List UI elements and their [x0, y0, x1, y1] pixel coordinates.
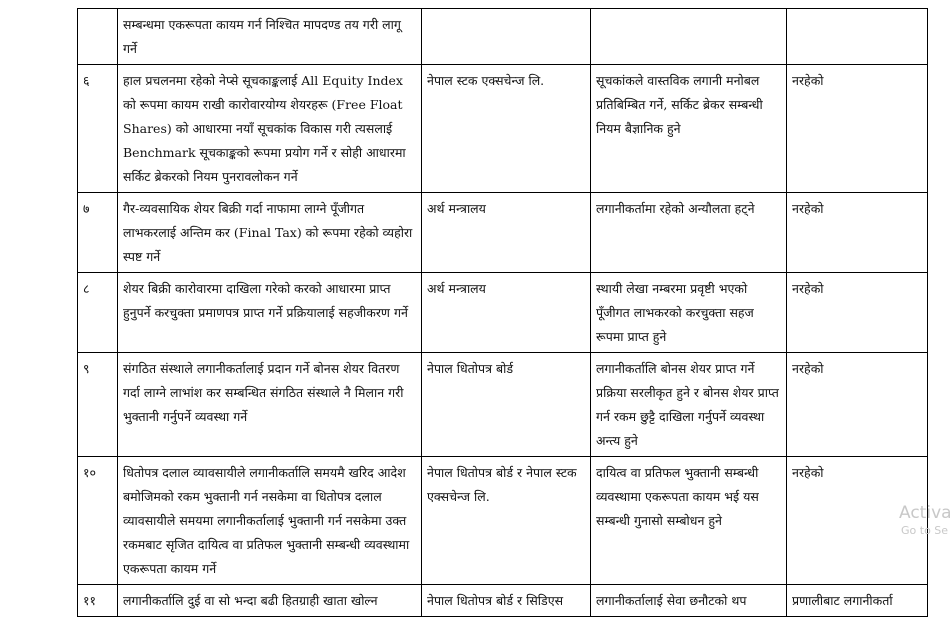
outcome-cell: दायित्व वा प्रतिफल भुक्तानी सम्बन्धी व्यवस्थामा एकरूपता कायम भई यस सम्बन्धी गुनासो सम्बोधन हुने	[591, 457, 787, 585]
action-cell: लगानीकर्तालि दुई वा सो भन्दा बढी हितग्राही खाता खोल्न	[118, 585, 422, 617]
policy-table	[77, 8, 928, 617]
action-cell: सम्बन्धमा एकरूपता कायम गर्न निश्चित मापदण्ड तय गरी लागू गर्ने	[118, 9, 422, 65]
table-row	[78, 273, 928, 353]
table-row	[78, 193, 928, 273]
table-row	[78, 65, 928, 193]
action-cell: शेयर बिक्री कारोवारमा दाखिला गरेको करको आधारमा प्राप्त हुनुपर्ने करचुक्ता प्रमाणपत्र प्राप्त गर्ने प्रक्रियालाई सहजीकरण गर्ने	[118, 273, 422, 353]
agency-cell: नेपाल धितोपत्र बोर्ड र सिडिएस	[422, 585, 591, 617]
action-cell: हाल प्रचलनमा रहेको नेप्से सूचकाङ्कलाई All Equity Index को रूपमा कायम राखी कारोवारयोग्य शेयरहरू (Free Float Shares) को आधारमा नयाँ सूचकांक विकास गरी त्यसलाई Benchmark सूचकाङ्कको रूपमा प्रयोग गर्ने र सोही आधारमा सर्किट ब्रेकरको नियम पुनरावलोकन गर्ने	[118, 65, 422, 193]
table-row	[78, 353, 928, 457]
row-number: ७	[78, 193, 118, 273]
agency-cell	[422, 9, 591, 65]
status-cell: नरहेको	[787, 193, 928, 273]
agency-cell: नेपाल धितोपत्र बोर्ड	[422, 353, 591, 457]
outcome-cell: लगानीकर्तामा रहेको अन्यौलता हट्ने	[591, 193, 787, 273]
table-row	[78, 585, 928, 617]
status-cell: नरहेको	[787, 65, 928, 193]
row-number: ९	[78, 353, 118, 457]
action-cell: संगठित संस्थाले लगानीकर्तालाई प्रदान गर्ने बोनस शेयर वितरण गर्दा लाग्ने लाभांश कर सम्बन्धित संगठित संस्थाले नै मिलान गरी भुक्तानी गर्नुपर्ने व्यवस्था गर्ने	[118, 353, 422, 457]
outcome-cell: लगानीकर्तालाई सेवा छनौटको थप	[591, 585, 787, 617]
watermark-line-1: Activa	[899, 503, 952, 523]
status-cell: नरहेको	[787, 353, 928, 457]
watermark-line-2: Go to Se	[901, 524, 949, 537]
status-cell: नरहेको	[787, 457, 928, 585]
table-row	[78, 9, 928, 65]
status-cell	[787, 9, 928, 65]
outcome-cell	[591, 9, 787, 65]
row-number: ११	[78, 585, 118, 617]
table-row	[78, 457, 928, 585]
action-cell: धितोपत्र दलाल व्यावसायीले लगानीकर्तालि समयमै खरिद आदेश बमोजिमको रकम भुक्तानी गर्न नसकेमा वा धितोपत्र दलाल व्यावसायीले समयमा लगानीकर्तालाई भुक्तानी गर्न नसकेमा उक्त रकमबाट सृजित दायित्व वा प्रतिफल भुक्तानी सम्बन्धी व्यवस्थामा एकरूपता कायम गर्ने	[118, 457, 422, 585]
row-number	[78, 9, 118, 65]
outcome-cell: लगानीकर्तालि बोनस शेयर प्राप्त गर्ने प्रक्रिया सरलीकृत हुने र बोनस शेयर प्राप्त गर्न रकम छुट्टै दाखिला गर्नुपर्ने व्यवस्था अन्त्य हुने	[591, 353, 787, 457]
agency-cell: नेपाल धितोपत्र बोर्ड र नेपाल स्टक एक्सचेन्ज लि.	[422, 457, 591, 585]
outcome-cell: स्थायी लेखा नम्बरमा प्रवृष्टी भएको पूँजीगत लाभकरको करचुक्ता सहज रूपमा प्राप्त हुने	[591, 273, 787, 353]
row-number: ६	[78, 65, 118, 193]
row-number: ८	[78, 273, 118, 353]
agency-cell: नेपाल स्टक एक्सचेन्ज लि.	[422, 65, 591, 193]
activation-watermark	[899, 505, 952, 536]
row-number: १०	[78, 457, 118, 585]
status-cell: नरहेको	[787, 273, 928, 353]
outcome-cell: सूचकांकले वास्तविक लगानी मनोबल प्रतिबिम्बित गर्ने, सर्किट ब्रेकर सम्बन्धी नियम बैज्ञानिक हुने	[591, 65, 787, 193]
status-cell: प्रणालीबाट लगानीकर्ता	[787, 585, 928, 617]
action-cell: गैर-व्यवसायिक शेयर बिक्री गर्दा नाफामा लाग्ने पूँजीगत लाभकरलाई अन्तिम कर (Final Tax) को रूपमा रहेको व्यहोरा स्पष्ट गर्ने	[118, 193, 422, 273]
agency-cell: अर्थ मन्त्रालय	[422, 273, 591, 353]
agency-cell: अर्थ मन्त्रालय	[422, 193, 591, 273]
